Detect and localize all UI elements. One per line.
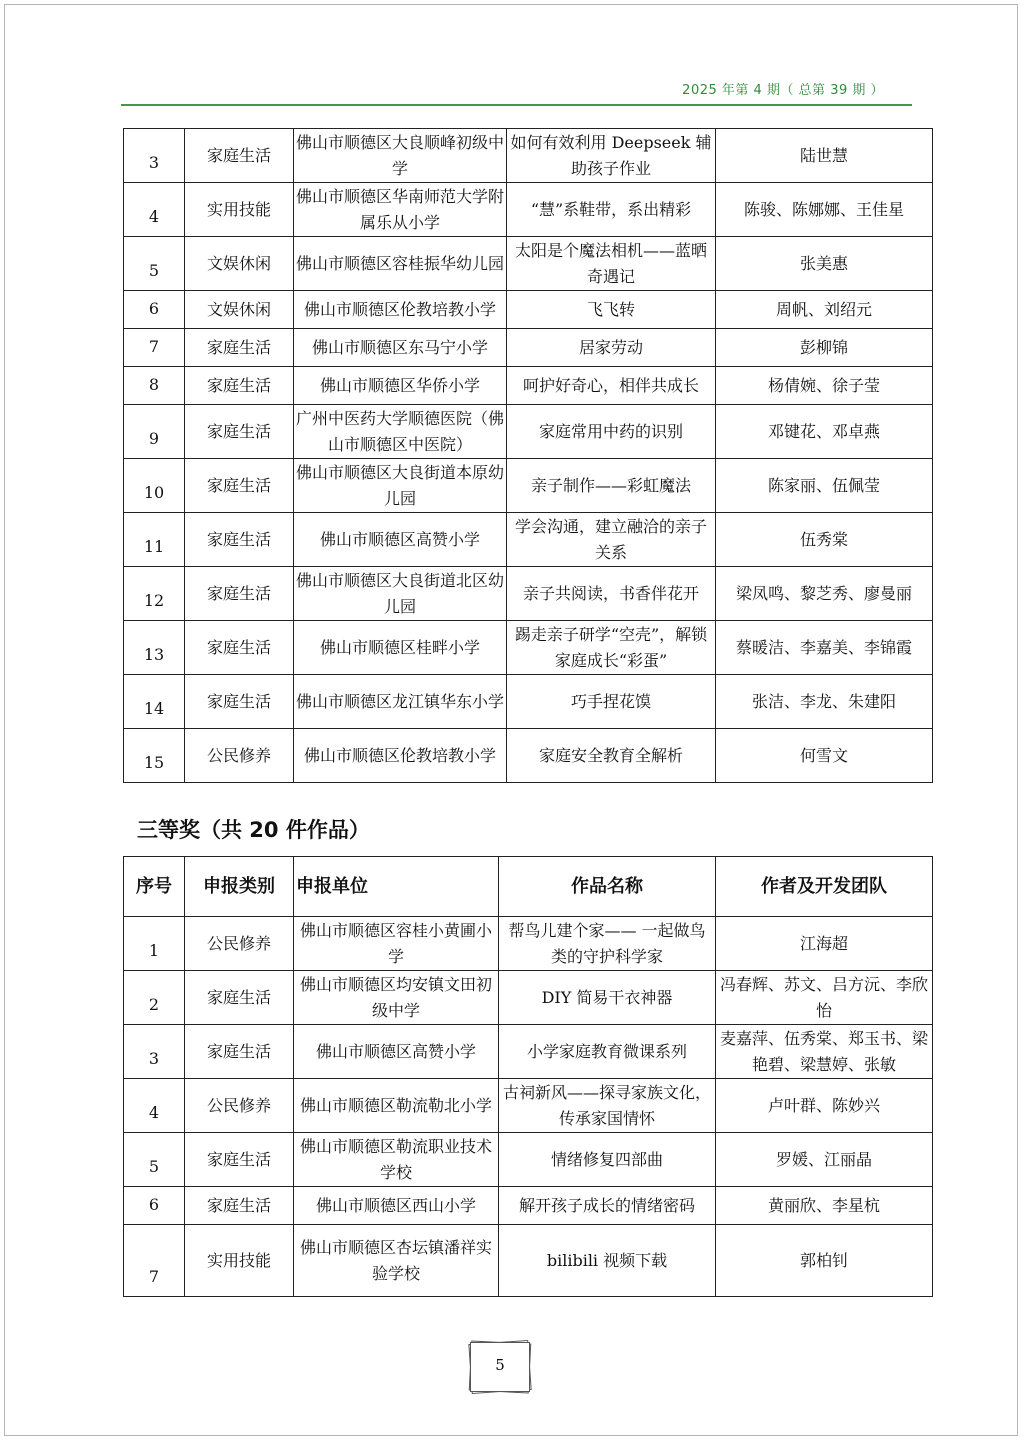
table-header-row: [124, 857, 933, 917]
row-title: 解开孩子成长的情绪密码: [499, 1187, 716, 1225]
row-category: 实用技能: [185, 183, 294, 237]
row-number: 4: [124, 1079, 185, 1133]
row-title: 学会沟通，建立融洽的亲子关系: [507, 513, 716, 567]
row-category: 家庭生活: [185, 621, 294, 675]
row-number: 5: [124, 237, 185, 291]
row-category: 家庭生活: [185, 329, 294, 367]
table-row: [124, 459, 933, 513]
row-category: 家庭生活: [185, 675, 294, 729]
row-authors: 陈家丽、伍佩莹: [716, 459, 933, 513]
row-unit: 佛山市顺德区伦教培教小学: [294, 291, 507, 329]
header-category: 申报类别: [185, 857, 294, 917]
row-title: 太阳是个魔法相机——蓝晒奇遇记: [507, 237, 716, 291]
row-category: 家庭生活: [185, 971, 294, 1025]
row-authors: 郭柏钊: [716, 1225, 933, 1297]
row-category: 家庭生活: [185, 567, 294, 621]
row-category: 公民修养: [185, 729, 294, 783]
row-number: 12: [124, 567, 185, 621]
row-unit: 佛山市顺德区勒流职业技术学校: [294, 1133, 499, 1187]
row-number: 6: [124, 291, 185, 329]
row-number: 6: [124, 1187, 185, 1225]
section-title-third-prize: 三等奖（共 20 件作品）: [137, 818, 370, 842]
row-unit: 佛山市顺德区西山小学: [294, 1187, 499, 1225]
row-title: “慧”系鞋带，系出精彩: [507, 183, 716, 237]
row-unit: 佛山市顺德区杏坛镇潘祥实验学校: [294, 1225, 499, 1297]
row-title: 家庭常用中药的识别: [507, 405, 716, 459]
table-row: [124, 917, 933, 971]
row-number: 1: [124, 917, 185, 971]
row-authors: 陆世慧: [716, 129, 933, 183]
row-unit: 佛山市顺德区高赞小学: [294, 513, 507, 567]
row-unit: 佛山市顺德区桂畔小学: [294, 621, 507, 675]
table-row: [124, 237, 933, 291]
row-authors: 杨倩婉、徐子莹: [716, 367, 933, 405]
row-unit: 佛山市顺德区华侨小学: [294, 367, 507, 405]
row-unit: 佛山市顺德区勒流勒北小学: [294, 1079, 499, 1133]
row-unit: 佛山市顺德区高赞小学: [294, 1025, 499, 1079]
row-title: 踢走亲子研学“空壳”，解锁家庭成长“彩蛋”: [507, 621, 716, 675]
row-authors: 伍秀棠: [716, 513, 933, 567]
row-authors: 邓键花、邓卓燕: [716, 405, 933, 459]
row-number: 9: [124, 405, 185, 459]
table-row: [124, 1079, 933, 1133]
page-number-badge: [470, 1342, 532, 1394]
page-number: 5: [495, 1356, 505, 1374]
row-unit: 佛山市顺德区大良顺峰初级中学: [294, 129, 507, 183]
table-row: [124, 567, 933, 621]
row-number: 4: [124, 183, 185, 237]
table-row: [124, 1133, 933, 1187]
row-number: 13: [124, 621, 185, 675]
table-row: [124, 971, 933, 1025]
third-prize-table: [123, 856, 933, 1297]
row-authors: 张美惠: [716, 237, 933, 291]
row-category: 家庭生活: [185, 1025, 294, 1079]
row-unit: 佛山市顺德区大良街道本原幼儿园: [294, 459, 507, 513]
row-category: 实用技能: [185, 1225, 294, 1297]
row-unit: 佛山市顺德区龙江镇华东小学: [294, 675, 507, 729]
row-unit: 佛山市顺德区均安镇文田初级中学: [294, 971, 499, 1025]
row-title: 呵护好奇心，相伴共成长: [507, 367, 716, 405]
table-row: [124, 621, 933, 675]
row-title: 巧手捏花馍: [507, 675, 716, 729]
table-row: [124, 183, 933, 237]
table-row: [124, 513, 933, 567]
row-authors: 麦嘉萍、伍秀棠、郑玉书、梁艳碧、梁慧婷、张敏: [716, 1025, 933, 1079]
row-category: 公民修养: [185, 1079, 294, 1133]
header-title: 作品名称: [499, 857, 716, 917]
row-unit: 广州中医药大学顺德医院（佛山市顺德区中医院）: [294, 405, 507, 459]
header-unit: 申报单位: [294, 857, 499, 917]
row-authors: 冯春辉、苏文、吕方沅、李欣怡: [716, 971, 933, 1025]
row-category: 家庭生活: [185, 405, 294, 459]
row-authors: 陈骏、陈娜娜、王佳星: [716, 183, 933, 237]
row-title: 家庭安全教育全解析: [507, 729, 716, 783]
row-category: 家庭生活: [185, 459, 294, 513]
row-title: 如何有效利用 Deepseek 辅助孩子作业: [507, 129, 716, 183]
row-authors: 江海超: [716, 917, 933, 971]
table-row: [124, 129, 933, 183]
row-authors: 梁凤鸣、黎芝秀、廖曼丽: [716, 567, 933, 621]
row-title: 亲子制作——彩虹魔法: [507, 459, 716, 513]
row-number: 7: [124, 329, 185, 367]
row-number: 11: [124, 513, 185, 567]
row-number: 2: [124, 971, 185, 1025]
row-category: 家庭生活: [185, 129, 294, 183]
header-rule: [121, 104, 912, 106]
row-unit: 佛山市顺德区大良街道北区幼儿园: [294, 567, 507, 621]
row-authors: 蔡暖洁、李嘉美、李锦霞: [716, 621, 933, 675]
row-unit: 佛山市顺德区华南师范大学附属乐从小学: [294, 183, 507, 237]
row-category: 家庭生活: [185, 1187, 294, 1225]
row-unit: 佛山市顺德区伦教培教小学: [294, 729, 507, 783]
row-title: 飞飞转: [507, 291, 716, 329]
table-row: [124, 367, 933, 405]
row-title: bilibili 视频下载: [499, 1225, 716, 1297]
row-title: 小学家庭教育微课系列: [499, 1025, 716, 1079]
row-authors: 卢叶群、陈妙兴: [716, 1079, 933, 1133]
table-row: [124, 675, 933, 729]
row-authors: 罗媛、江丽晶: [716, 1133, 933, 1187]
row-category: 文娱休闲: [185, 291, 294, 329]
awards-table-continued: [123, 128, 933, 783]
table-row: [124, 1025, 933, 1079]
row-number: 10: [124, 459, 185, 513]
row-category: 公民修养: [185, 917, 294, 971]
row-title: 古祠新风——探寻家族文化，传承家国情怀: [499, 1079, 716, 1133]
row-title: DIY 简易干衣神器: [499, 971, 716, 1025]
table-row: [124, 405, 933, 459]
row-title: 情绪修复四部曲: [499, 1133, 716, 1187]
table-row: [124, 1187, 933, 1225]
row-number: 3: [124, 129, 185, 183]
row-authors: 周帆、刘绍元: [716, 291, 933, 329]
row-number: 8: [124, 367, 185, 405]
row-category: 文娱休闲: [185, 237, 294, 291]
table-row: [124, 1225, 933, 1297]
table-row: [124, 291, 933, 329]
row-unit: 佛山市顺德区容桂振华幼儿园: [294, 237, 507, 291]
row-title: 帮鸟儿建个家—— 一起做鸟类的守护科学家: [499, 917, 716, 971]
header-authors: 作者及开发团队: [716, 857, 933, 917]
table-row: [124, 329, 933, 367]
row-unit: 佛山市顺德区东马宁小学: [294, 329, 507, 367]
row-authors: 何雪文: [716, 729, 933, 783]
row-category: 家庭生活: [185, 513, 294, 567]
header-no: 序号: [124, 857, 185, 917]
row-authors: 黄丽欣、李星杭: [716, 1187, 933, 1225]
row-title: 居家劳动: [507, 329, 716, 367]
row-number: 3: [124, 1025, 185, 1079]
row-authors: 张洁、李龙、朱建阳: [716, 675, 933, 729]
issue-header: 2025 年第 4 期（ 总第 39 期 ）: [682, 83, 884, 98]
row-number: 14: [124, 675, 185, 729]
table-row: [124, 729, 933, 783]
row-category: 家庭生活: [185, 367, 294, 405]
row-unit: 佛山市顺德区容桂小黄圃小学: [294, 917, 499, 971]
row-number: 7: [124, 1225, 185, 1297]
row-number: 15: [124, 729, 185, 783]
row-title: 亲子共阅读，书香伴花开: [507, 567, 716, 621]
row-number: 5: [124, 1133, 185, 1187]
row-category: 家庭生活: [185, 1133, 294, 1187]
row-authors: 彭柳锦: [716, 329, 933, 367]
